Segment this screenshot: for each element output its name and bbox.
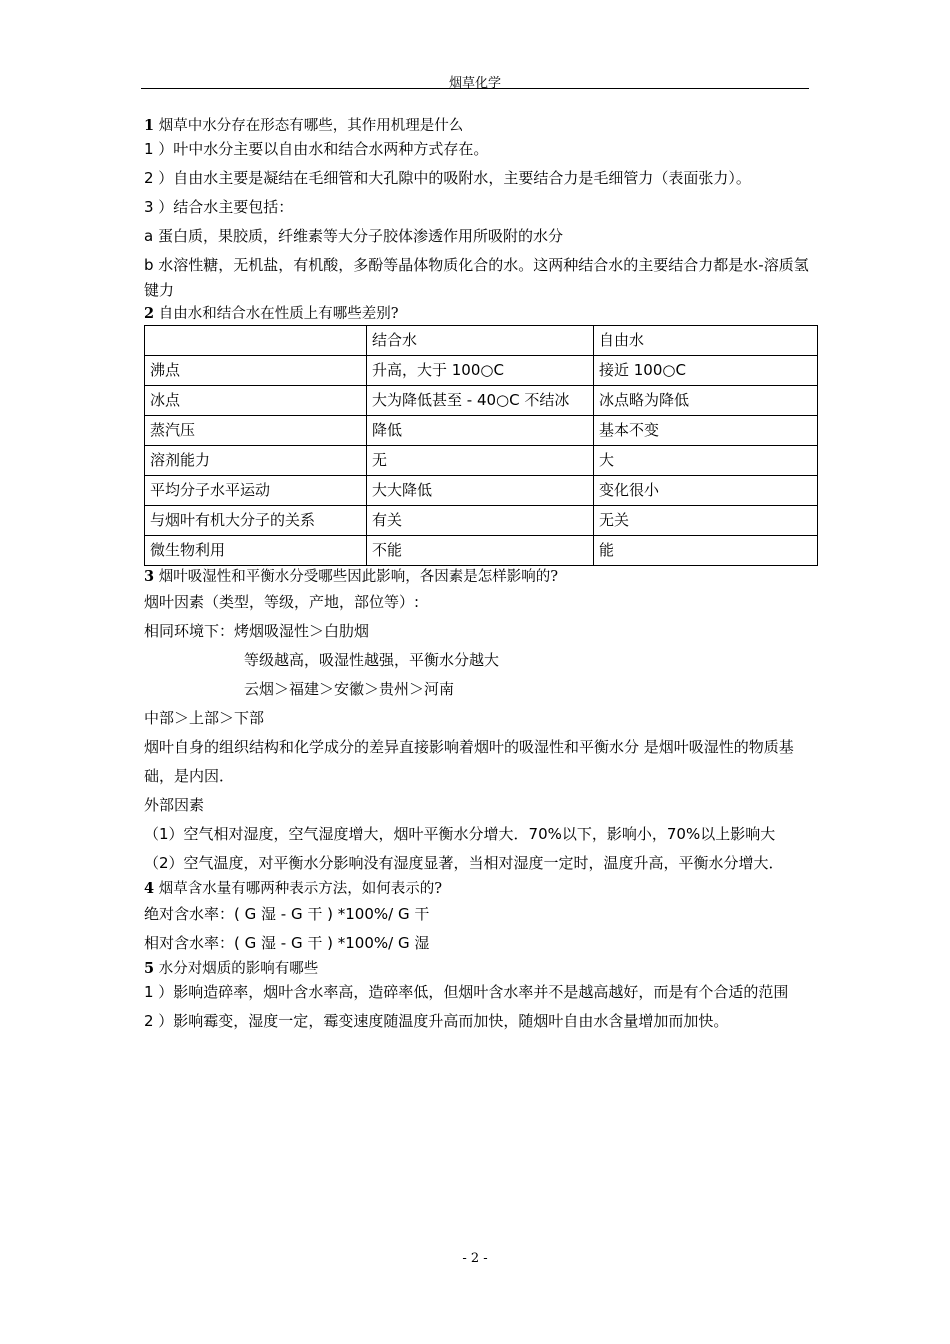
table-cell: 冰点略为降低 xyxy=(594,386,818,416)
page-number: - 2 - xyxy=(462,1251,488,1266)
table-row xyxy=(145,416,818,446)
question-4 xyxy=(144,878,816,900)
answer-line: 烟叶自身的组织结构和化学成分的差异直接影响着烟叶的吸湿性和平衡水分 是烟叶吸湿性的物质基础，是内因． xyxy=(144,738,794,785)
question-text: 烟叶吸湿性和平衡水分受哪些因此影响，各因素是怎样影响的? xyxy=(154,569,558,585)
table-cell: 大 xyxy=(594,446,818,476)
question-text: 水分对烟质的影响有哪些 xyxy=(154,961,319,977)
table-row xyxy=(145,446,818,476)
question-number: 3 xyxy=(144,568,155,585)
answer-line: 相对含水率：( G 湿 - G 干 ) *100%/ G 湿 xyxy=(144,934,430,952)
table-header-cell xyxy=(145,326,367,356)
answer-line: 3 ）结合水主要包括： xyxy=(144,198,294,216)
question-number: 4 xyxy=(144,880,155,897)
question-text: 自由水和结合水在性质上有哪些差别? xyxy=(154,306,399,322)
table-row xyxy=(145,356,818,386)
answer-line: 相同环境下：烤烟吸湿性＞白肋烟 xyxy=(144,622,370,640)
table-cell: 大大降低 xyxy=(367,476,594,506)
table-cell: 微生物利用 xyxy=(145,536,367,566)
table-cell: 升高，大于 100○C xyxy=(367,356,594,386)
answer-line: 1 ）影响造碎率，烟叶含水率高，造碎率低，但烟叶含水率并不是越高越好，而是有个合适的范围 xyxy=(144,983,789,1001)
question-text: 烟草含水量有哪两种表示方法，如何表示的? xyxy=(154,881,442,897)
question-number: 1 xyxy=(144,117,155,134)
answer-line: 1 ）叶中水分主要以自由水和结合水两种方式存在。 xyxy=(144,140,489,158)
answer-line: 2 ）影响霉变，湿度一定，霉变速度随温度升高而加快，随烟叶自由水含量增加而加快。 xyxy=(144,1012,729,1030)
answer-line: （2）空气温度，对平衡水分影响没有湿度显著，当相对湿度一定时，温度升高，平衡水分增大． xyxy=(144,854,784,872)
table-cell: 变化很小 xyxy=(594,476,818,506)
table-cell: 能 xyxy=(594,536,818,566)
answer-line: a 蛋白质，果胶质，纤维素等大分子胶体渗透作用所吸附的水分 xyxy=(144,227,563,245)
table-cell: 无关 xyxy=(594,506,818,536)
answer-line: 烟叶因素（类型，等级，产地，部位等）: xyxy=(144,593,420,611)
table-cell: 无 xyxy=(367,446,594,476)
document-body xyxy=(144,115,816,1034)
answer-line: 中部＞上部＞下部 xyxy=(144,709,265,727)
question-number: 5 xyxy=(144,960,155,977)
table-cell: 与烟叶有机大分子的关系 xyxy=(145,506,367,536)
answer-line: 等级越高，吸湿性越强，平衡水分越大 xyxy=(244,651,500,669)
table-cell: 蒸汽压 xyxy=(145,416,367,446)
table-row xyxy=(145,386,818,416)
table-row xyxy=(145,476,818,506)
question-2 xyxy=(144,303,816,325)
answer-line: 外部因素 xyxy=(144,796,205,814)
table-header-row xyxy=(145,326,818,356)
answer-line: b 水溶性糖，无机盐，有机酸，多酚等晶体物质化合的水。这两种结合水的主要结合力都是水-溶质氢键力 xyxy=(144,256,809,299)
table-cell: 沸点 xyxy=(145,356,367,386)
table-cell: 溶剂能力 xyxy=(145,446,367,476)
table-header-cell: 结合水 xyxy=(367,326,594,356)
answer-line: （1）空气相对湿度，空气湿度增大，烟叶平衡水分增大．70%以下，影响小，70%以上影响大 xyxy=(144,825,776,843)
question-5 xyxy=(144,958,816,980)
question-number: 2 xyxy=(144,305,155,322)
answer-line: 2 ）自由水主要是凝结在毛细管和大孔隙中的吸附水，主要结合力是毛细管力（表面张力）。 xyxy=(144,169,751,187)
table-cell: 降低 xyxy=(367,416,594,446)
header-rule xyxy=(141,88,809,89)
table-cell: 冰点 xyxy=(145,386,367,416)
table-cell: 基本不变 xyxy=(594,416,818,446)
table-cell: 平均分子水平运动 xyxy=(145,476,367,506)
page-header: 烟草化学 xyxy=(448,76,501,91)
table-row xyxy=(145,536,818,566)
question-1 xyxy=(144,115,816,137)
question-3 xyxy=(144,566,816,588)
comparison-table xyxy=(144,325,818,566)
table-cell: 大为降低甚至 - 40○C 不结冰 xyxy=(367,386,594,416)
table-cell: 不能 xyxy=(367,536,594,566)
answer-line: 云烟＞福建＞安徽＞贵州＞河南 xyxy=(244,680,455,698)
table-row xyxy=(145,506,818,536)
table-cell: 有关 xyxy=(367,506,594,536)
question-text: 烟草中水分存在形态有哪些，其作用机理是什么 xyxy=(154,118,464,134)
table-cell: 接近 100○C xyxy=(594,356,818,386)
answer-line: 绝对含水率：( G 湿 - G 干 ) *100%/ G 干 xyxy=(144,905,430,923)
table-header-cell: 自由水 xyxy=(594,326,818,356)
